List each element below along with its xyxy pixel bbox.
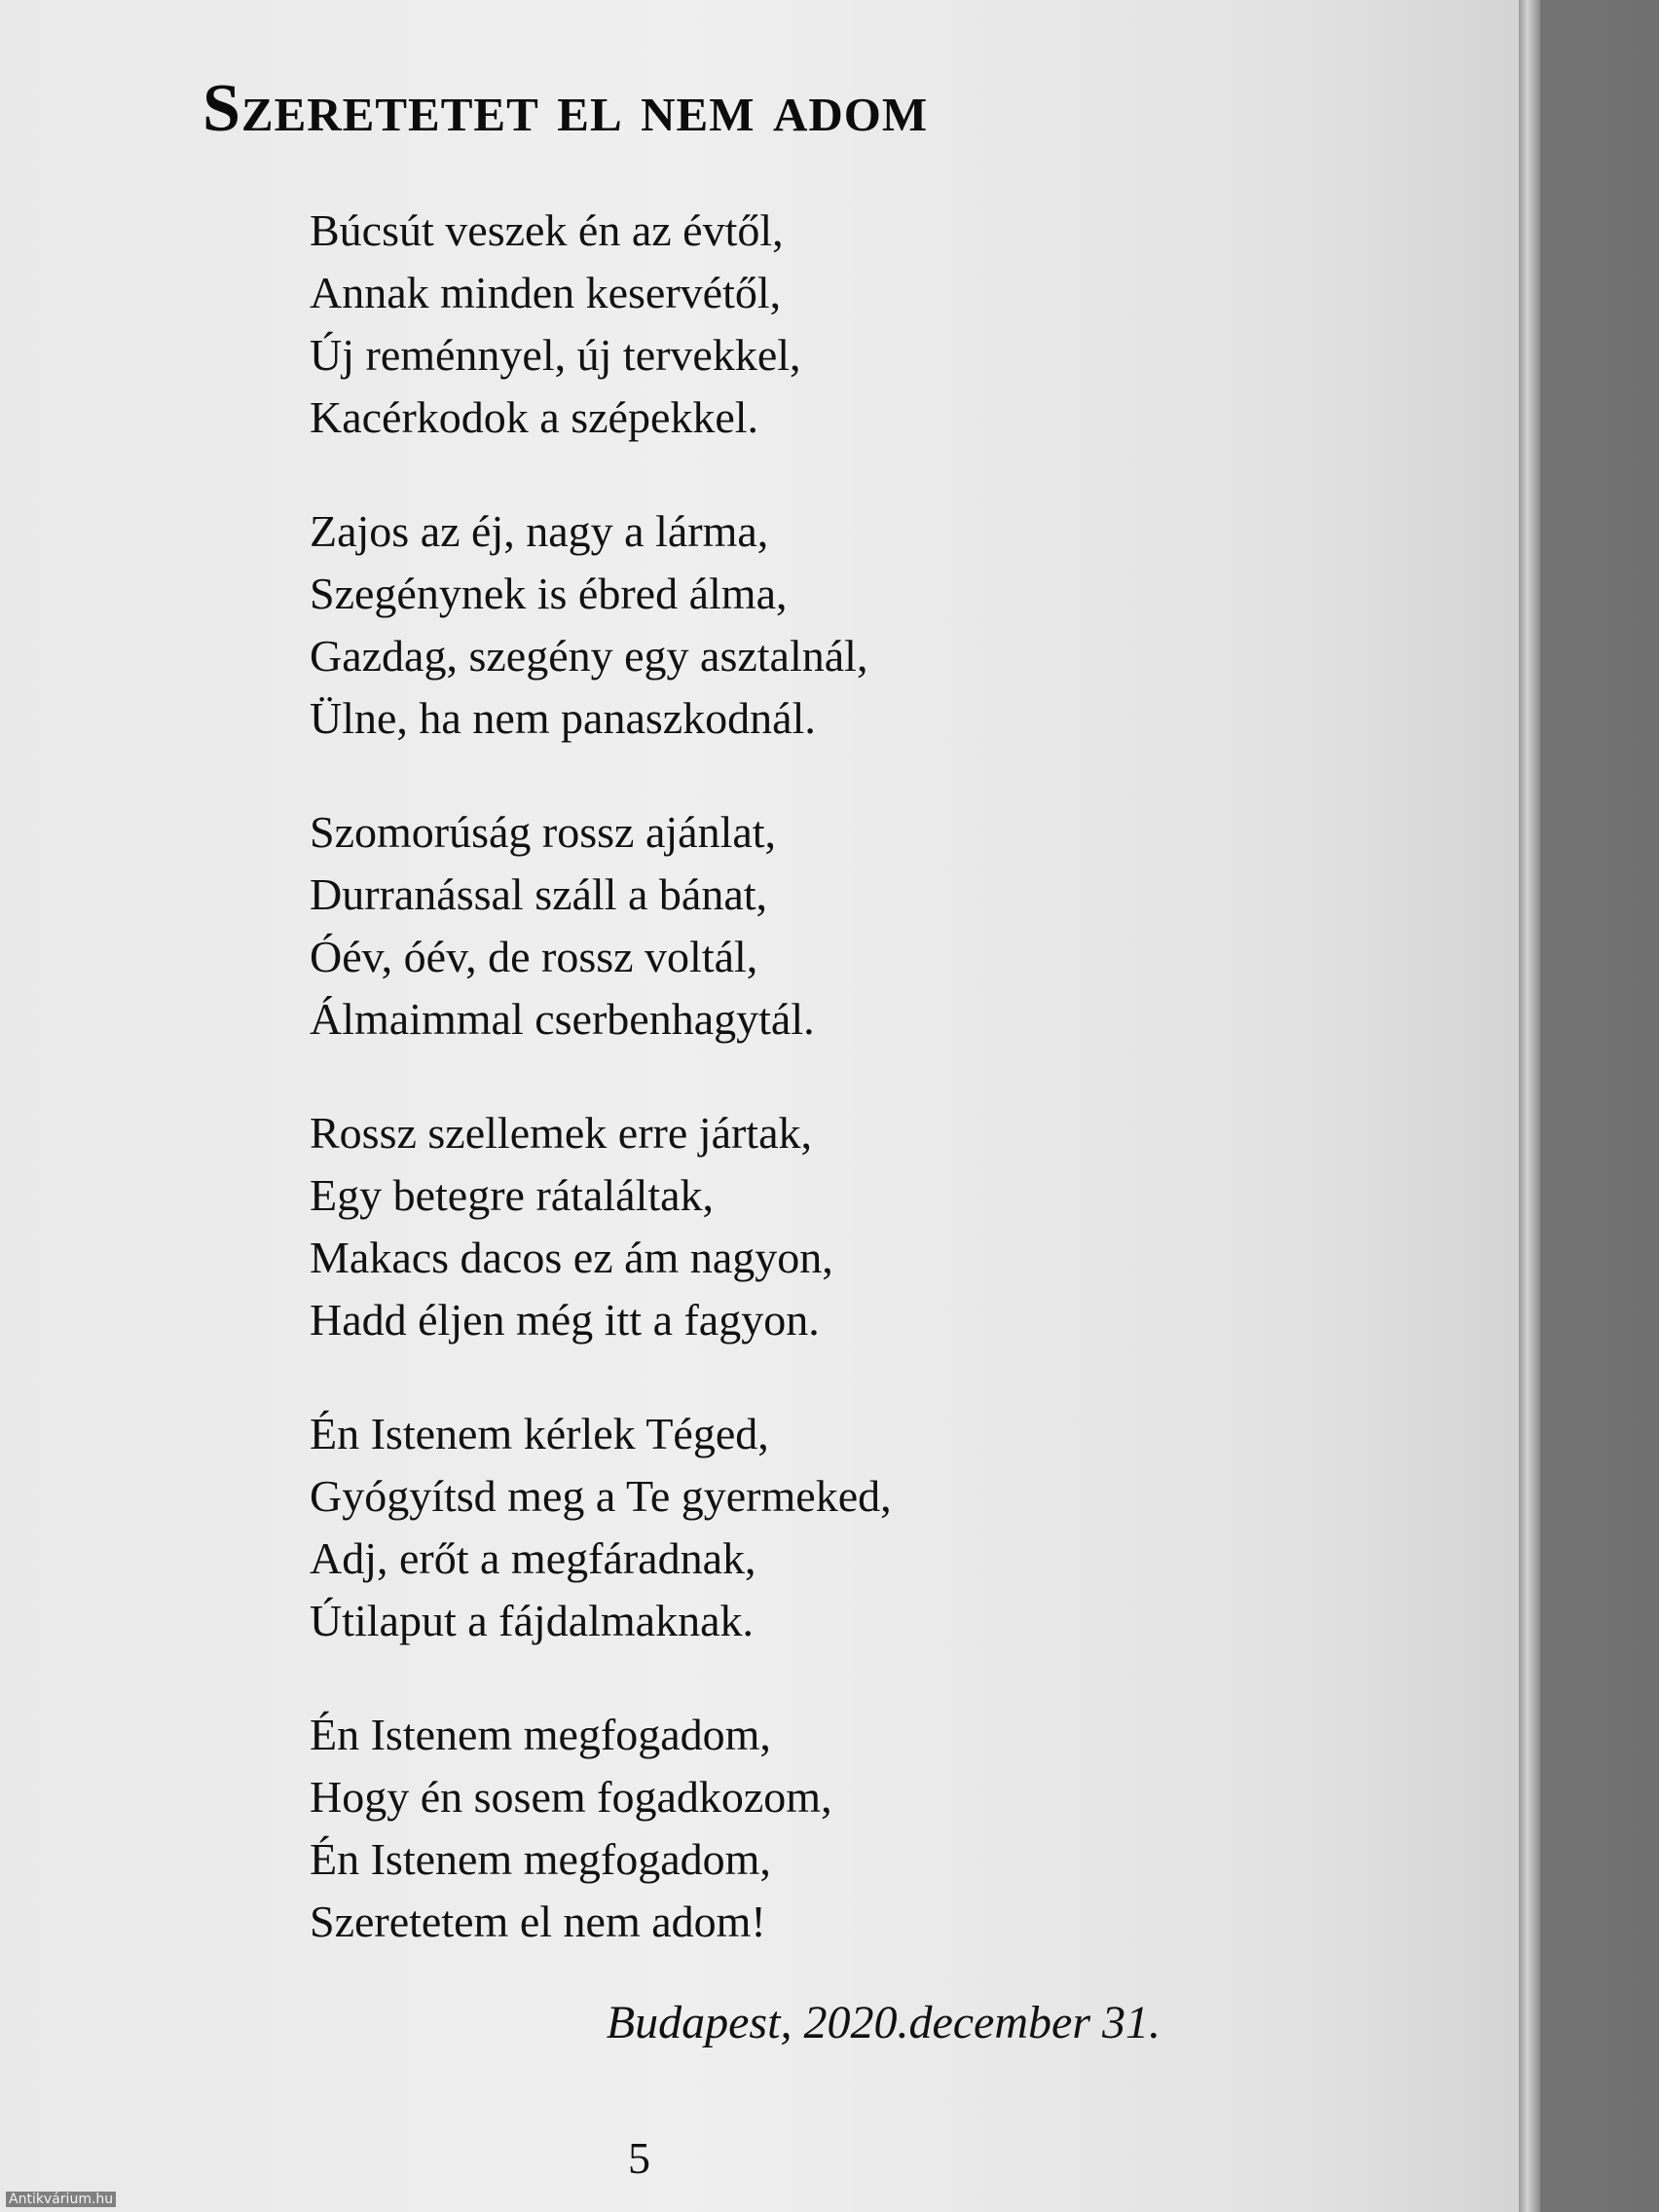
stanza [310, 1102, 1283, 1351]
poem-line: Álmaimmal cserbenhagytál. [310, 994, 815, 1044]
poem-line: Annak minden keservétől, [310, 268, 782, 317]
poem-line: Hogy én sosem fogadkozom, [310, 1772, 832, 1822]
poem-line: Búcsút veszek én az évtől, [310, 205, 784, 255]
poem-line: Gazdag, szegény egy asztalnál, [310, 631, 868, 681]
poem-line: Útilaput a fájdalmaknak. [310, 1596, 755, 1645]
poem-line: Adj, erőt a megfáradnak, [310, 1533, 756, 1583]
poem-line: Hadd éljen még itt a fagyon. [310, 1295, 820, 1345]
poem-line: Óév, óév, de rossz voltál, [310, 932, 758, 981]
stanza [310, 1403, 1283, 1652]
poem-line: Én Istenem megfogadom, [310, 1710, 771, 1759]
poem-line: Én Istenem megfogadom, [310, 1834, 771, 1884]
place-date-signature: Budapest, 2020.december 31. [606, 1997, 1161, 2048]
poem-line: Makacs dacos ez ám nagyon, [310, 1233, 833, 1282]
stanza [310, 801, 1283, 1051]
stanza [310, 1704, 1283, 1953]
poem-line: Szeretetem el nem adom! [310, 1897, 766, 1946]
page-edge [1519, 0, 1540, 2212]
poem-line: Ülne, ha nem panaszkodnál. [310, 693, 816, 743]
poem-line: Szomorúság rossz ajánlat, [310, 807, 777, 857]
poem-line: Gyógyítsd meg a Te gyermeked, [310, 1471, 892, 1521]
poem-line: Új reménnyel, új tervekkel, [310, 330, 801, 380]
stanza [310, 500, 1283, 750]
poem-line: Szegénynek is ébred álma, [310, 569, 788, 618]
poem-line: Zajos az éj, nagy a lárma, [310, 506, 769, 556]
poem-line: Egy betegre rátaláltak, [310, 1170, 715, 1220]
poem-line: Én Istenem kérlek Téged, [310, 1409, 769, 1458]
poem-title: Szeretetet el nem adom [203, 71, 929, 146]
poem-line: Rossz szellemek erre jártak, [310, 1108, 812, 1158]
poem-line: Durranással száll a bánat, [310, 869, 768, 919]
stanza [310, 200, 1283, 449]
page-number: 5 [628, 2133, 650, 2183]
poem-line: Kacérkodok a szépekkel. [310, 392, 759, 442]
watermark: Antikvárium.hu [6, 2192, 116, 2207]
poem-body [310, 200, 1283, 2005]
